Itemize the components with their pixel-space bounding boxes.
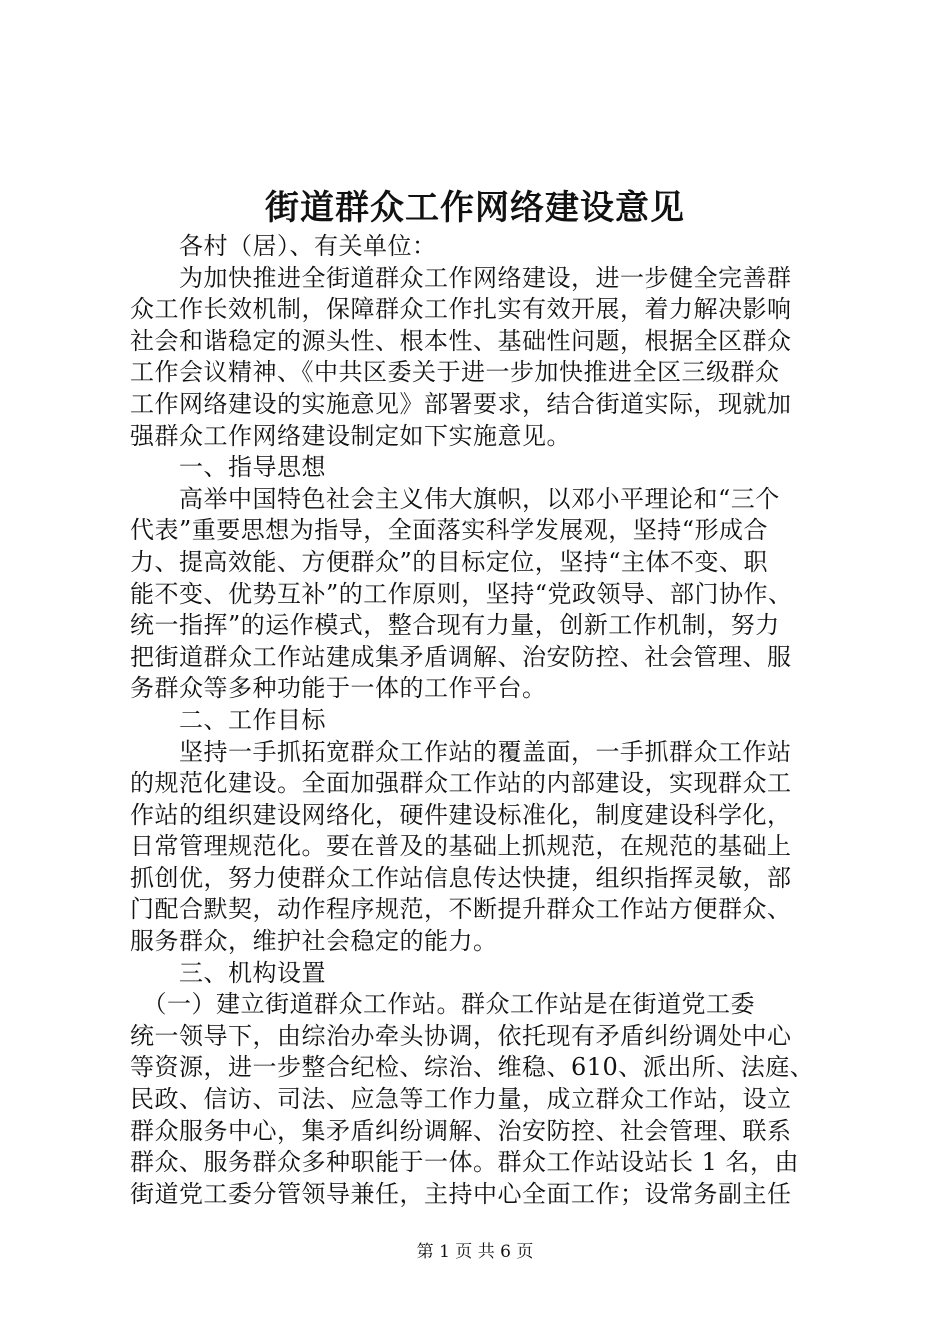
- body-text-line: 作站的组织建设网络化，硬件建设标准化，制度建设科学化，: [130, 800, 792, 829]
- body-text-line: 坚持一手抓拓宽群众工作站的覆盖面，一手抓群众工作站: [130, 737, 792, 766]
- body-text-line: 社会和谐稳定的源头性、根本性、基础性问题，根据全区群众: [130, 326, 792, 355]
- body-text-line: 务群众等多种功能于一体的工作平台。: [130, 674, 547, 703]
- body-text-line: 能不变、优势互补”的工作原则，坚持“党政领导、部门协作、: [130, 579, 793, 608]
- body-text-line: 力、提高效能、方便群众”的目标定位，坚持“主体不变、职: [130, 547, 769, 576]
- body-text-line: 群众服务中心，集矛盾纠纷调解、治安防控、社会管理、联系: [130, 1116, 792, 1145]
- body-text-line: 工作会议精神、《中共区委关于进一步加快推进全区三级群众: [130, 358, 780, 387]
- body-text-line: 代表”重要思想为指导，全面落实科学发展观，坚持“形成合: [130, 516, 769, 545]
- body-text-line: 一、指导思想: [130, 453, 326, 482]
- body-text-line: 强群众工作网络建设制定如下实施意见。: [130, 421, 571, 450]
- body-text-line: 众工作长效机制，保障群众工作扎实有效开展，着力解决影响: [130, 295, 792, 324]
- page-number-footer: 第 1 页 共 6 页: [416, 1242, 534, 1262]
- body-text-line: 三、机构设置: [130, 958, 326, 987]
- body-text-line: （一）建立街道群众工作站。群众工作站是在街道党工委: [130, 990, 755, 1019]
- body-text-line: 为加快推进全街道群众工作网络建设，进一步健全完善群: [130, 263, 792, 292]
- body-text-line: 把街道群众工作站建成集矛盾调解、治安防控、社会管理、服: [130, 642, 792, 671]
- body-text-line: 高举中国特色社会主义伟大旗帜，以邓小平理论和“三个: [130, 484, 780, 513]
- body-text-line: 统一指挥”的运作模式，整合现有力量，创新工作机制，努力: [130, 611, 780, 640]
- body-text-line: 门配合默契，动作程序规范，不断提升群众工作站方便群众、: [130, 895, 792, 924]
- body-text-line: 抓创优，努力使群众工作站信息传达快捷，组织指挥灵敏，部: [130, 863, 792, 892]
- body-text-line: 统一领导下，由综治办牵头协调，依托现有矛盾纠纷调处中心: [130, 1021, 792, 1050]
- body-text-line: 工作网络建设的实施意见》部署要求，结合街道实际，现就加: [130, 389, 792, 418]
- body-text-line: 各村（居）、有关单位：: [130, 232, 437, 260]
- body-text-line: 街道党工委分管领导兼任，主持中心全面工作；设常务副主任: [130, 1179, 792, 1208]
- document-body: [130, 231, 836, 1210]
- body-text-line: 日常管理规范化。要在普及的基础上抓规范，在规范的基础上: [130, 832, 792, 861]
- document-title: 街道群众工作网络建设意见: [265, 188, 685, 228]
- body-text-line: 群众、服务群众多种职能于一体。群众工作站设站长 1 名，由: [130, 1148, 800, 1177]
- body-text-line: 等资源，进一步整合纪检、综治、维稳、610、派出所、法庭、: [130, 1053, 815, 1082]
- body-text-line: 二、工作目标: [130, 705, 326, 734]
- body-text-line: 的规范化建设。全面加强群众工作站的内部建设，实现群众工: [130, 769, 792, 798]
- body-text-line: 民政、信访、司法、应急等工作力量，成立群众工作站，设立: [130, 1085, 792, 1114]
- body-text-line: 服务群众，维护社会稳定的能力。: [130, 927, 498, 956]
